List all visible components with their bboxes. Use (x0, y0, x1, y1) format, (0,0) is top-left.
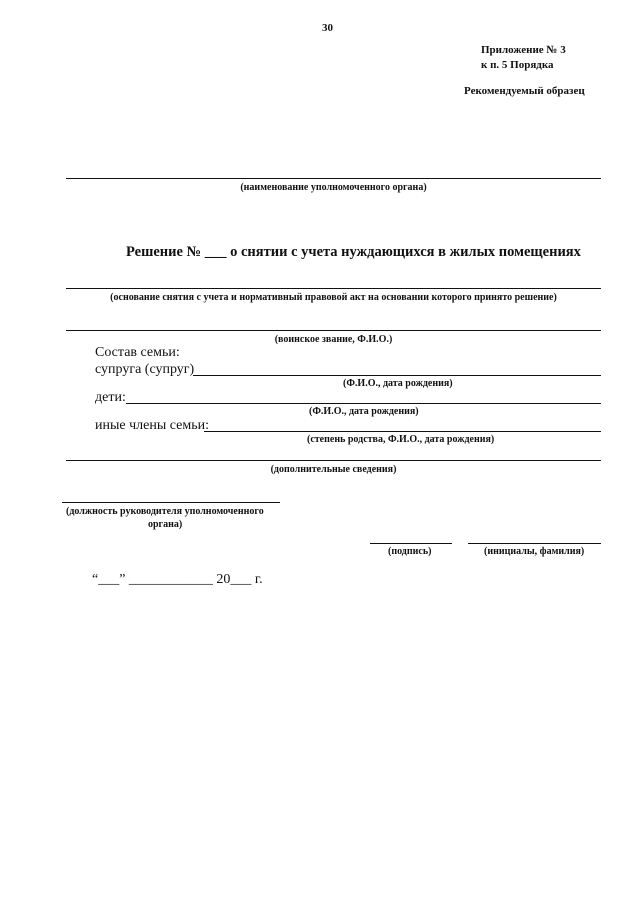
additional-info-line[interactable] (66, 460, 601, 461)
initials-line[interactable] (468, 543, 601, 544)
appendix-number: Приложение № 3 (481, 44, 566, 56)
additional-info-caption: (дополнительные сведения) (270, 464, 397, 475)
spouse-line[interactable] (193, 375, 601, 376)
head-position-caption-line1: (должность руководителя уполномоченного (66, 506, 264, 517)
date-line[interactable]: “___” ____________ 20___ г. (92, 572, 263, 587)
initials-caption: (инициалы, фамилия) (484, 546, 585, 557)
children-caption: (Ф.И.О., дата рождения) (309, 406, 419, 417)
children-label: дети: (95, 390, 126, 405)
signature-line[interactable] (370, 543, 452, 544)
rank-name-caption: (воинское звание, Ф.И.О.) (274, 334, 393, 345)
basis-caption: (основание снятия с учета и нормативный правовой акт на основании которого принято решение) (110, 292, 557, 303)
other-members-label: иные члены семьи: (95, 418, 209, 433)
family-composition-label: Состав семьи: (95, 345, 180, 360)
basis-line[interactable] (66, 288, 601, 289)
spouse-caption: (Ф.И.О., дата рождения) (343, 378, 453, 389)
rank-name-line[interactable] (66, 330, 601, 331)
other-members-caption: (степень родства, Ф.И.О., дата рождения) (307, 434, 495, 445)
page-number: 30 (322, 22, 333, 34)
spouse-label: супруга (супруг) (95, 362, 195, 377)
head-position-line[interactable] (62, 502, 280, 503)
recommended-sample-label: Рекомендуемый образец (464, 85, 585, 97)
appendix-reference: к п. 5 Порядка (481, 59, 554, 71)
other-members-line[interactable] (204, 431, 601, 432)
authority-caption: (наименование уполномоченного органа) (240, 182, 427, 193)
children-line[interactable] (126, 403, 601, 404)
signature-caption: (подпись) (388, 546, 432, 557)
head-position-caption-line2: органа) (148, 519, 183, 530)
authority-line[interactable] (66, 178, 601, 179)
document-title: Решение № ___ о снятии с учета нуждающихся в жилых помещениях (126, 244, 581, 260)
